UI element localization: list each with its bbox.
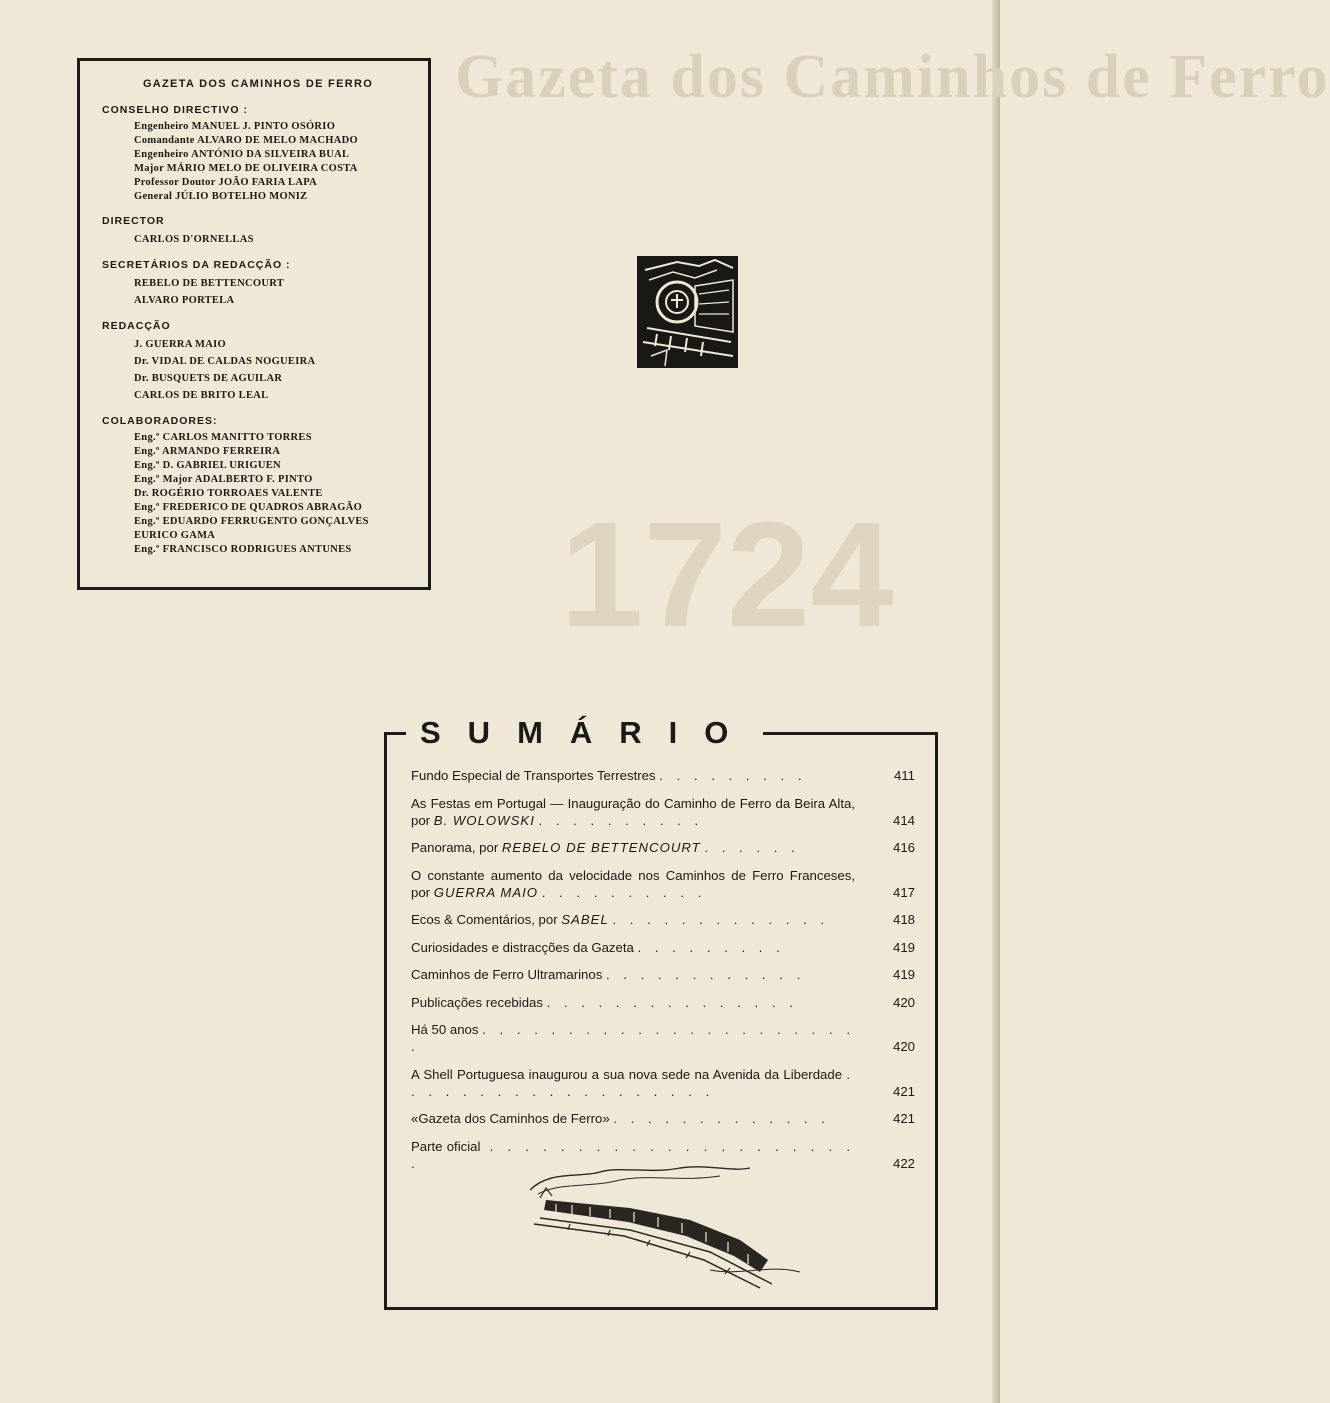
staff-line: J. GUERRA MAIO — [134, 339, 226, 350]
conselho-section — [102, 104, 414, 204]
train-illustration-image — [510, 1160, 810, 1290]
toc-page-number: 421 — [892, 1083, 915, 1099]
redaccao-section — [102, 320, 414, 404]
staff-line: Eng.º CARLOS MANITTO TORRES — [134, 432, 312, 443]
toc-page-number: 414 — [892, 812, 915, 828]
toc-entry-title: Parte oficial — [411, 1138, 481, 1154]
toc-entry[interactable]: Panorama, por REBELO DE BETTENCOURT . . . . . . 416 — [411, 840, 915, 855]
staff-line: Major MÁRIO MELO DE OLIVEIRA COSTA — [134, 163, 358, 174]
colaboradores-section — [102, 415, 414, 557]
toc-entry[interactable]: As Festas em Portugal — Inauguração do Caminho de Ferro da Beira Alta, por B. WOLOWSKI . . . . . . . . . . 414 — [411, 795, 915, 828]
secretarios-section — [102, 259, 414, 309]
toc-entry[interactable]: Publicações recebidas . . . . . . . . . . . . . . . 420 — [411, 994, 915, 1010]
toc-entry-title: Panorama, por — [411, 840, 499, 855]
header-rule-left — [384, 732, 406, 735]
toc-entry-title: «Gazeta dos Caminhos de Ferro» — [411, 1111, 610, 1126]
toc-entry-author: B. WOLOWSKI — [433, 812, 535, 828]
bleed-through-title: Gazeta dos Caminhos de Ferro — [455, 43, 1330, 111]
staff-line: EURICO GAMA — [134, 530, 216, 541]
toc-page-number: 422 — [892, 1155, 915, 1171]
staff-line: CARLOS DE BRITO LEAL — [134, 390, 269, 401]
header-rule-right — [763, 732, 938, 735]
staff-line: Professor Doutor JOÃO FARIA LAPA — [134, 177, 318, 188]
toc-page-number: 419 — [892, 939, 915, 955]
staff-line: Eng.º EDUARDO FERRUGENTO GONÇALVES — [134, 516, 369, 527]
toc-entry-title: Ecos & Comentários, por — [411, 912, 558, 927]
sumario-list — [411, 767, 915, 1182]
sumario-title: SUMÁRIO — [420, 715, 756, 750]
toc-page-number: 416 — [892, 840, 915, 855]
toc-entry-title: As Festas em Portugal — Inauguração do Caminho de Ferro da Beira Alta, por — [411, 795, 855, 828]
staff-line: Dr. ROGÉRIO TORROAES VALENTE — [134, 488, 323, 499]
toc-page-number: 419 — [892, 967, 915, 982]
staff-line: General JÚLIO BOTELHO MONIZ — [134, 191, 308, 202]
toc-entry[interactable]: Fundo Especial de Transportes Terrestres . . . . . . . . . 411 — [411, 768, 915, 783]
staff-line: ALVARO PORTELA — [134, 295, 235, 306]
director-heading: DIRECTOR — [102, 215, 165, 227]
toc-entry[interactable]: A Shell Portuguesa inaugurou a sua nova sede na Avenida da Liberdade . . . . . . . . . . . . . . . . . . . 421 — [411, 1066, 915, 1099]
staff-line: Eng.º D. GABRIEL URIGUEN — [134, 460, 281, 471]
staff-line: Eng.º FRANCISCO RODRIGUES ANTUNES — [134, 544, 352, 555]
staff-line: CARLOS D'ORNELLAS — [134, 234, 254, 245]
toc-entry[interactable]: Parte oficial . . . . . . . . . . . . . . . . . . . . . . 422 — [411, 1138, 915, 1171]
masthead-box — [77, 58, 431, 590]
toc-page-number: 421 — [892, 1111, 915, 1126]
toc-entry-title: Fundo Especial de Transportes Terrestres — [411, 768, 656, 783]
toc-page-number: 420 — [892, 994, 915, 1010]
conselho-heading: CONSELHO DIRECTIVO : — [102, 104, 249, 116]
toc-page-number: 420 — [892, 1039, 915, 1054]
toc-entry[interactable]: Curiosidades e distracções da Gazeta . . . . . . . . . 419 — [411, 939, 915, 955]
toc-entry[interactable]: Há 50 anos . . . . . . . . . . . . . . . . . . . . . . . 420 — [411, 1022, 915, 1054]
toc-page-number: 417 — [892, 884, 915, 900]
secretarios-heading: SECRETÁRIOS DA REDACÇÃO : — [102, 259, 291, 271]
staff-line: REBELO DE BETTENCOURT — [134, 278, 285, 289]
toc-entry-title: A Shell Portuguesa inaugurou a sua nova sede na Avenida da Liberdade — [411, 1066, 843, 1082]
toc-entry-author: REBELO DE BETTENCOURT — [501, 840, 701, 855]
toc-entry[interactable]: Caminhos de Ferro Ultramarinos . . . . . . . . . . . . 419 — [411, 967, 915, 982]
toc-page-number: 411 — [893, 768, 915, 783]
sumario-header — [384, 711, 938, 755]
staff-line: Engenheiro ANTÓNIO DA SILVEIRA BUAL — [134, 149, 350, 160]
locomotive-woodcut-image — [637, 256, 738, 368]
toc-entry-title: O constante aumento da velocidade nos Caminhos de Ferro Franceses, por — [411, 867, 855, 900]
staff-line: Eng.º FREDERICO DE QUADROS ABRAGÃO — [134, 502, 363, 513]
toc-entry-title: Há 50 anos — [411, 1022, 479, 1037]
page-edge-shadow — [992, 0, 1000, 1403]
toc-entry-title: Caminhos de Ferro Ultramarinos — [411, 967, 603, 982]
toc-entry-author: GUERRA MAIO — [433, 884, 539, 900]
toc-entry-title: Publicações recebidas — [411, 994, 543, 1010]
staff-line: Dr. VIDAL DE CALDAS NOGUEIRA — [134, 356, 316, 367]
staff-line: Eng.º Major ADALBERTO F. PINTO — [134, 474, 313, 485]
masthead-title: GAZETA DOS CAMINHOS DE FERRO — [142, 78, 374, 90]
staff-line: Dr. BUSQUETS DE AGUILAR — [134, 373, 283, 384]
bleed-through-number: 1724 — [560, 490, 894, 658]
toc-entry[interactable]: Ecos & Comentários, por SABEL . . . . . . . . . . . . . 418 — [411, 912, 915, 927]
toc-entry-author: SABEL — [561, 912, 609, 927]
staff-line: Engenheiro MANUEL J. PINTO OSÓRIO — [134, 121, 336, 132]
toc-page-number: 418 — [892, 912, 915, 927]
colaboradores-heading: COLABORADORES: — [102, 415, 218, 427]
redaccao-heading: REDACÇÃO — [102, 320, 171, 332]
toc-entry[interactable]: «Gazeta dos Caminhos de Ferro» . . . . . . . . . . . . . 421 — [411, 1111, 915, 1126]
toc-entry-title: Curiosidades e distracções da Gazeta — [411, 939, 634, 955]
staff-line: Comandante ALVARO DE MELO MACHADO — [134, 135, 359, 146]
director-section — [102, 215, 414, 248]
staff-line: Eng.º ARMANDO FERREIRA — [134, 446, 281, 457]
toc-entry[interactable]: O constante aumento da velocidade nos Caminhos de Ferro Franceses, por GUERRA MAIO . . . . . . . . . . 417 — [411, 867, 915, 900]
